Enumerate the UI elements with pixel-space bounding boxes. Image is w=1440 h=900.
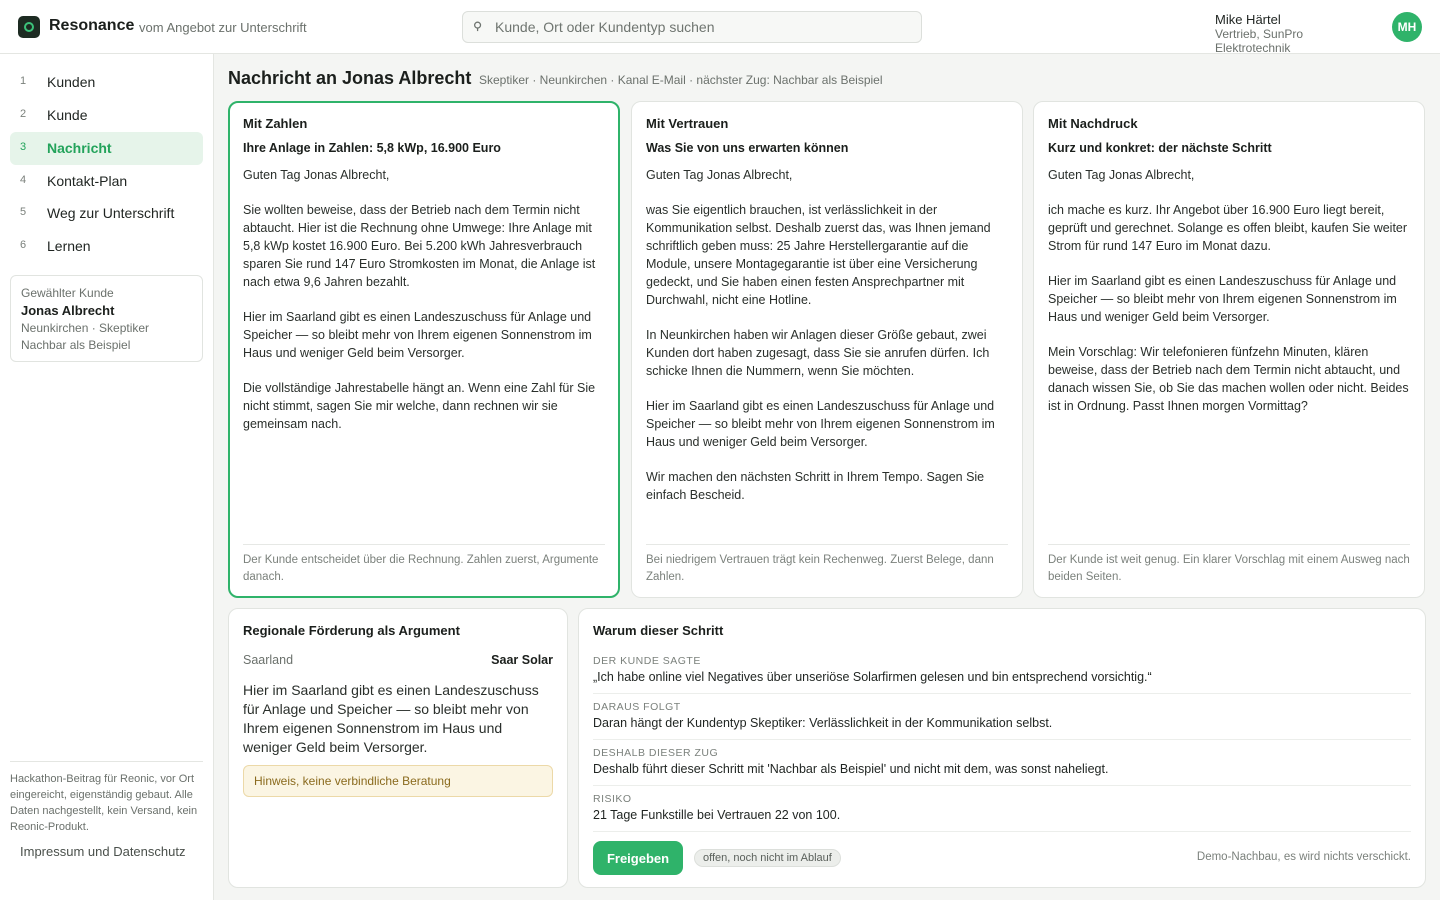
imprint-link[interactable]: Impressum und Datenschutz (20, 844, 186, 859)
app-title[interactable]: Resonance (49, 17, 135, 34)
nav-number: 1 (20, 75, 27, 87)
why-caption: DARAUS FOLGT (593, 701, 681, 713)
regional-program: Saar Solar (491, 653, 553, 667)
user-name: Mike Härtel (1215, 12, 1281, 27)
variant-body (646, 166, 1010, 521)
sidebar-item-weg-zur-unterschrift[interactable] (10, 197, 203, 230)
variant-body (1048, 166, 1412, 432)
hackathon-note: Hackathon-Beitrag für Reonic, vor Ort eingereicht, eigenständig gebaut. Alle Daten nachgestellt, kein Versand, kein Reonic-Produkt. (10, 773, 198, 833)
sidebar-item-nachricht[interactable] (10, 132, 203, 165)
sidebar-divider (10, 761, 203, 762)
top-bar (0, 0, 1440, 54)
app-subtitle: vom Angebot zur Unterschrift (139, 20, 307, 35)
divider (593, 739, 1411, 740)
app-logo-icon[interactable] (18, 16, 40, 38)
divider (646, 544, 1008, 545)
variant-subject: Was Sie von uns erwarten können (646, 141, 849, 155)
divider (593, 693, 1411, 694)
search-icon (473, 21, 484, 32)
divider (593, 785, 1411, 786)
body-paragraph: Wir machen den nächsten Schritt in Ihrem Tempo. Sagen Sie einfach Bescheid. (646, 470, 985, 502)
search-input[interactable] (495, 12, 915, 42)
sidebar (0, 54, 214, 900)
body-paragraph: Guten Tag Jonas Albrecht, (1048, 168, 1195, 182)
sidebar-item-kunde[interactable] (10, 99, 203, 132)
why-block-customer-said (593, 655, 1411, 684)
nav-number: 4 (20, 174, 27, 186)
selected-customer-location-type: Neunkirchen · Skeptiker (21, 321, 150, 335)
nav-label: Lernen (47, 238, 91, 254)
why-block-move (593, 747, 1411, 776)
page-title: Nachricht an Jonas Albrecht (228, 68, 472, 88)
body-paragraph: Hier im Saarland gibt es einen Landeszuschuss für Anlage und Speicher — so bleibt mehr von Ihrem eigenen Sonnenstrom im Haus und weniger Geld beim Versorger. (243, 310, 592, 360)
variant-label: Mit Zahlen (243, 116, 308, 131)
nav-label: Weg zur Unterschrift (47, 205, 175, 221)
nav-number: 3 (20, 141, 27, 153)
regional-funding-card (228, 608, 568, 888)
why-block-consequence (593, 701, 1411, 730)
variant-card-zahlen[interactable] (228, 101, 620, 598)
body-paragraph: was Sie eigentlich brauchen, ist verlässlichkeit in der Kommunikation selbst. Deshalb zuerst das, was Ihnen jemand schriftlich geben muss: 25 Jahre Herstellergarantie auf die Module, unsere Montagegarantie ist über eine Versicherung gedeckt, und Sie haben einen festen Ansprechpartner mit Durchwahl, nicht eine Hotline. (646, 203, 991, 307)
divider (593, 831, 1411, 832)
nav-label: Kunde (47, 107, 88, 123)
variant-subject: Ihre Anlage in Zahlen: 5,8 kWp, 16.900 Euro (243, 141, 501, 155)
variant-label: Mit Vertrauen (646, 116, 729, 131)
regional-region: Saarland (243, 653, 294, 667)
divider (1048, 544, 1410, 545)
approve-button[interactable]: Freigeben (593, 841, 683, 875)
why-caption: RISIKO (593, 793, 632, 805)
variant-rationale: Der Kunde ist weit genug. Ein klarer Vorschlag mit einem Ausweg nach beiden Seiten. (1048, 554, 1410, 583)
variant-card-vertrauen[interactable] (631, 101, 1023, 598)
why-card (578, 608, 1426, 888)
body-paragraph: Guten Tag Jonas Albrecht, (243, 168, 390, 182)
sidebar-item-kunden[interactable] (10, 66, 203, 99)
variant-rationale: Der Kunde entscheidet über die Rechnung. Zahlen zuerst, Argumente danach. (243, 554, 599, 583)
variant-label: Mit Nachdruck (1048, 116, 1138, 131)
variant-card-nachdruck[interactable] (1033, 101, 1425, 598)
body-paragraph: Hier im Saarland gibt es einen Landeszuschuss für Anlage und Speicher — so bleibt mehr von Ihrem eigenen Sonnenstrom im Haus und weniger Geld beim Versorger. (1048, 274, 1397, 324)
selected-customer-strategy: Nachbar als Beispiel (21, 338, 131, 352)
demo-note: Demo-Nachbau, es wird nichts verschickt. (1196, 851, 1411, 863)
why-title: Warum dieser Schritt (593, 623, 724, 638)
body-paragraph: Mein Vorschlag: Wir telefonieren fünfzehn Minuten, klären beweise, dass der Betrieb nach dem Termin nicht abtaucht, und danach wissen Sie, ob Sie das machen wollen oder nicht. Beides ist in Ordnung. Passt Ihnen morgen Vormittag? (1048, 345, 1409, 413)
divider (243, 544, 605, 545)
user-role: Vertrieb, SunPro Elektrotechnik (1215, 27, 1304, 55)
variant-subject: Kurz und konkret: der nächste Schritt (1048, 141, 1272, 155)
selected-customer-name: Jonas Albrecht (21, 303, 115, 318)
why-value: Deshalb führt dieser Schritt mit 'Nachbar als Beispiel' und nicht mit dem, was sonst naheliegt. (593, 762, 1109, 776)
why-value: 21 Tage Funkstille bei Vertrauen 22 von 100. (593, 808, 841, 822)
variant-rationale: Bei niedrigem Vertrauen trägt kein Rechenweg. Zuerst Belege, dann Zahlen. (646, 554, 994, 583)
why-block-risk (593, 793, 1411, 822)
body-paragraph: Guten Tag Jonas Albrecht, (646, 168, 793, 182)
nav-number: 5 (20, 206, 27, 218)
selected-customer-card[interactable] (10, 275, 203, 362)
why-value: „Ich habe online viel Negatives über unseriöse Solarfirmen gelesen und bin entsprechend vorsichtig.“ (593, 670, 1152, 684)
regional-text: Hier im Saarland gibt es einen Landeszuschuss für Anlage und Speicher — so bleibt mehr von Ihrem eigenen Sonnenstrom im Haus und weniger Geld beim Versorger. (243, 682, 539, 755)
status-badge: offen, noch nicht im Ablauf (694, 849, 841, 867)
body-paragraph: Hier im Saarland gibt es einen Landeszuschuss für Anlage und Speicher — so bleibt mehr von Ihrem eigenen Sonnenstrom im Haus und weniger Geld beim Versorger. (646, 399, 995, 449)
why-value: Daran hängt der Kundentyp Skeptiker: Verlässlichkeit in der Kommunikation selbst. (593, 716, 1053, 730)
regional-title: Regionale Förderung als Argument (243, 623, 460, 638)
why-caption: DESHALB DIESER ZUG (593, 747, 719, 759)
body-paragraph: ich mache es kurz. Ihr Angebot über 16.900 Euro liegt bereit, geprüft und gerechnet. Solange es offen bleibt, kaufen Sie weiter Strom für rund 147 Euro im Monat dazu. (1048, 203, 1408, 253)
regional-hint: Hinweis, keine verbindliche Beratung (243, 765, 553, 797)
sidebar-item-lernen[interactable] (10, 230, 203, 263)
sidebar-item-kontakt-plan[interactable] (10, 165, 203, 198)
body-paragraph: Sie wollten beweise, dass der Betrieb nach dem Termin nicht abtaucht. Hier ist die Rechnung ohne Umwege: Ihre Anlage mit 5,8 kWp kostet 16.900 Euro. Bei 5.200 kWh Jahresverbrauch sparen Sie rund 147 Euro Stromkosten im Monat, die Anlage ist nach etwa 9,6 Jahren bezahlt. (243, 203, 596, 289)
search-box[interactable] (462, 11, 922, 43)
nav-number: 6 (20, 239, 27, 251)
nav-label: Nachricht (47, 140, 112, 156)
variant-body (243, 166, 607, 450)
why-caption: DER KUNDE SAGTE (593, 655, 701, 667)
selected-customer-caption: Gewählter Kunde (21, 286, 114, 300)
nav-label: Kontakt-Plan (47, 173, 128, 189)
page-meta: Skeptiker · Neunkirchen · Kanal E-Mail · nächster Zug: Nachbar als Beispiel (479, 73, 883, 87)
nav-number: 2 (20, 108, 27, 120)
body-paragraph: Die vollständige Jahrestabelle hängt an. Wenn eine Zahl für Sie nicht stimmt, sagen Sie mir welche, dann rechnen wir sie gemeinsam nach. (243, 381, 596, 431)
avatar[interactable]: MH (1392, 12, 1422, 42)
body-paragraph: In Neunkirchen haben wir Anlagen dieser Größe gebaut, zwei Kunden dort haben zugesagt, dass Sie sie anrufen dürfen. Ich schicke Ihnen die Nummern, wenn Sie möchten. (646, 328, 990, 378)
nav-label: Kunden (47, 74, 96, 90)
